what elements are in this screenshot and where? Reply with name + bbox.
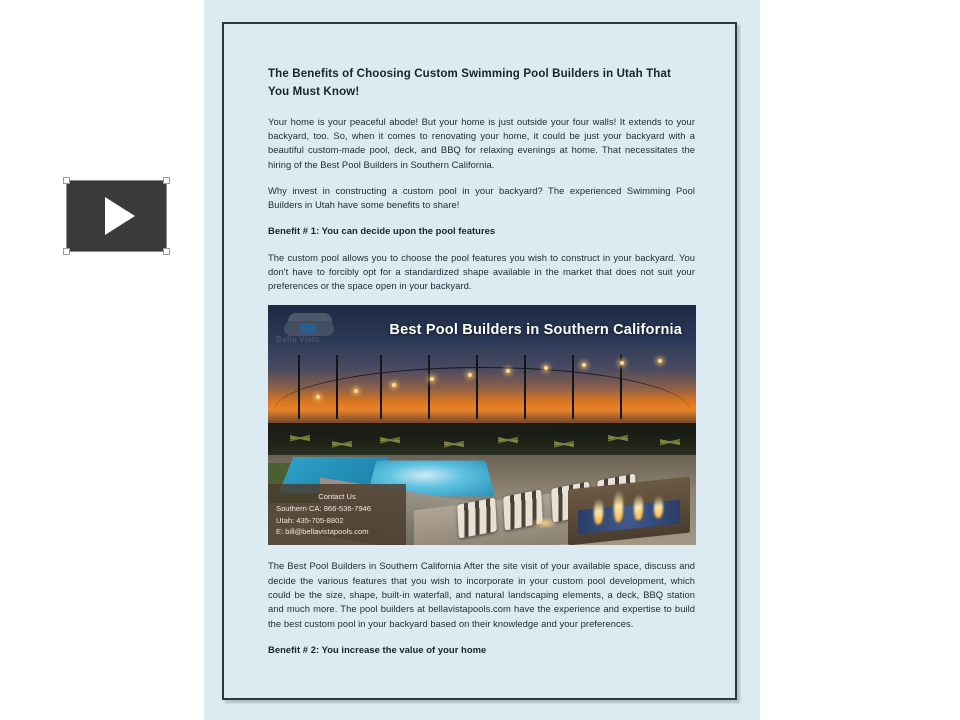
paragraph-site-visit: The Best Pool Builders in Southern California After the site visit of your available space, discuss and decide the various features that you wish to incorporate in your custom pool development, which could be the size, shape, built-in waterfall, and natural landscaping elements, a deck, BBQ station and much more. The pool builders at bellavistapools.com have the experience and expertise to build the best custom pool in your backyard based on their knowledge and your preferences.	[268, 560, 695, 629]
contact-phone-utah: Utah: 435-705-8802	[276, 515, 344, 525]
document-body	[268, 66, 695, 669]
fence-post	[524, 355, 526, 419]
brand-wordmark: Bella Vista	[276, 335, 320, 345]
flame	[614, 490, 623, 523]
contact-email: E: bill@bellavistapools.com	[276, 527, 369, 537]
contact-box	[268, 484, 406, 546]
page-title: The Benefits of Choosing Custom Swimming Pool Builders in Utah That You Must Know!	[268, 68, 671, 98]
flame	[594, 498, 603, 525]
grass-tuft	[498, 427, 518, 453]
paragraph-why-invest: Why invest in constructing a custom pool in your backyard? The experienced Swimming Pool Builders in Utah have some benefits to share!	[268, 184, 695, 211]
fence-post	[476, 355, 478, 419]
selection-handle-bottom-left[interactable]	[63, 248, 70, 255]
grass-tuft	[332, 431, 352, 457]
paragraph-intro: Your home is your peaceful abode! But your home is just outside your four walls! It extends to your backyard, too. So, when it comes to renovating your home, it could be just your backyard with a beautiful custom-made pool, deck, and BBQ for relaxing evenings at home. That necessitates the hiring of the Best Pool Builders in Southern California.	[268, 115, 695, 170]
selection-handle-bottom-right[interactable]	[163, 248, 170, 255]
flame	[654, 496, 663, 519]
deck-uplight	[530, 517, 558, 529]
grass-tuft	[290, 425, 310, 451]
grass-tuft	[608, 425, 628, 451]
slide-frame[interactable]	[222, 22, 737, 700]
paragraph-custom-pool: The custom pool allows you to choose the pool features you wish to construct in your backyard. You don't have to forcibly opt for a standardized shape available in the market that does not suit your preferences or the space open in your backyard.	[268, 251, 695, 292]
benefit-2-heading: Benefit # 2: You increase the value of your home	[268, 643, 487, 655]
selection-handle-top-left[interactable]	[63, 177, 70, 184]
contact-title: Contact Us	[318, 491, 356, 501]
play-triangle-icon[interactable]	[105, 197, 135, 235]
benefit-1-heading: Benefit # 1: You can decide upon the pool features	[268, 225, 496, 237]
flame	[634, 494, 643, 521]
fence-post	[428, 355, 430, 419]
contact-phone-southern-ca: Southern CA: 866-536-7946	[276, 504, 371, 514]
fence-post	[298, 355, 300, 419]
selection-handle-top-right[interactable]	[163, 177, 170, 184]
promo-headline: Best Pool Builders in Southern California	[389, 322, 682, 339]
grass-tuft	[380, 427, 400, 453]
grass-tuft	[554, 431, 574, 457]
fence-post	[336, 355, 338, 419]
grass-tuft	[660, 429, 680, 455]
fence-post	[572, 355, 574, 419]
video-placeholder[interactable]	[66, 180, 167, 252]
fence-post	[380, 355, 382, 419]
grass-tuft	[444, 431, 464, 457]
promo-image[interactable]	[268, 305, 696, 545]
